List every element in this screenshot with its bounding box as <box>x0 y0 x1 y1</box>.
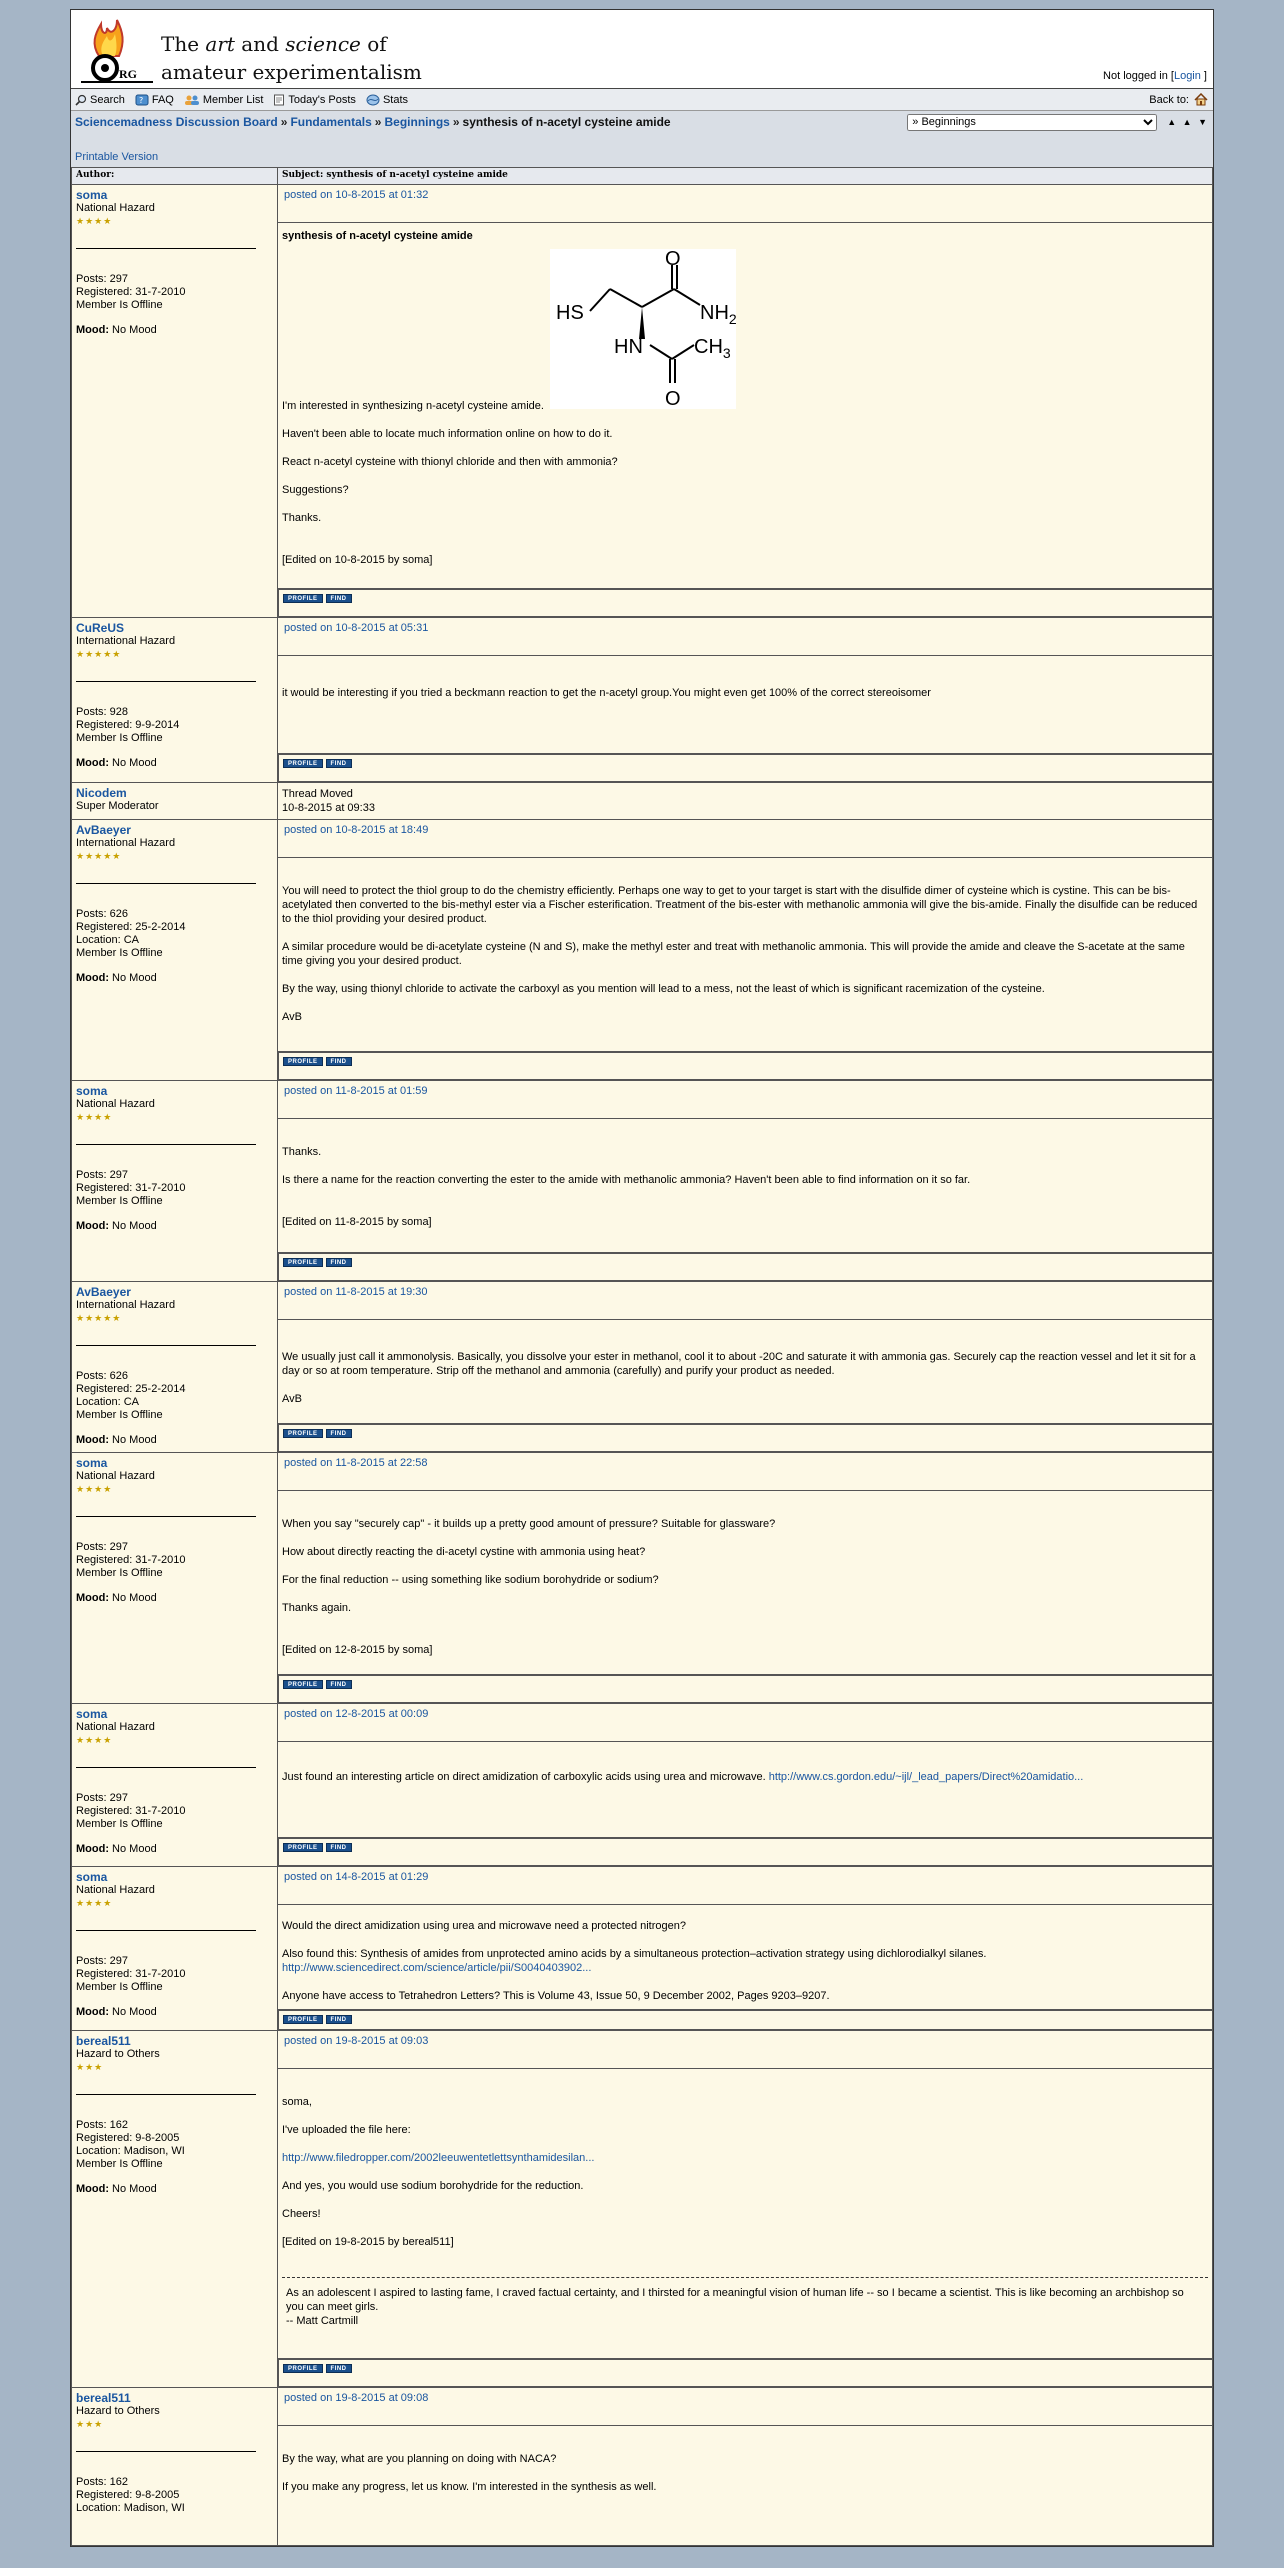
svg-text:HN: HN <box>614 336 643 358</box>
site-tagline: The art and science of amateur experimentalism <box>161 32 422 84</box>
article-link[interactable]: http://www.cs.gordon.edu/~ijl/_lead_papers/Direct%20amidatio... <box>768 1771 1084 1783</box>
author-name[interactable]: AvBaeyer <box>76 823 131 837</box>
author-name[interactable]: bereal511 <box>76 2391 131 2405</box>
login-status: Not logged in [Login ] <box>1103 70 1207 82</box>
author-name[interactable]: soma <box>76 1084 108 1098</box>
post-body: Thanks. Is there a name for the reaction converting the ester to the amide with methanolic ammonia? Haven't been able to find information on it so far. [Edited on 11-8-2015 by soma] <box>278 1119 1213 1253</box>
find-button[interactable]: FIND <box>326 1429 352 1438</box>
post-date[interactable]: posted on 10-8-2015 at 01:32 <box>278 185 1213 223</box>
post-author: soma National Hazard ★★★★ Posts: 297 Registered: 31-7-2010 Member Is Offline Mood: No Mood <box>72 1704 278 1867</box>
forum-jump <box>907 114 1209 131</box>
rank-stars: ★★★★ <box>76 216 113 226</box>
breadcrumb-fundamentals[interactable]: Fundamentals <box>290 115 372 129</box>
user-signature: As an adolescent I aspired to lasting fame, I craved factual certainty, and I thirsted for a meaningful vision of human life -- so I became a scientist. This is like becoming an archbishop so you can meet girls. -- Matt Cartmill <box>282 2277 1208 2328</box>
post-body: it would be interesting if you tried a beckmann reaction to get the n-acetyl group.You might even get 100% of the correct stereoisomer <box>278 656 1213 754</box>
back-to: Back to: <box>1149 93 1209 106</box>
svg-text:CH3: $CH_3$ <box>694 336 731 361</box>
find-button[interactable]: FIND <box>326 2015 352 2024</box>
post-body: When you say "securely cap" - it builds up a pretty good amount of pressure? Suitable for glassware? How about directly reacting the di-acetyl cystine with ammonia using heat? For the final reduction -- using something like sodium borohydride or sodium? Thanks again. [Edited on 12-8-2015 by soma] <box>278 1491 1213 1675</box>
author-name[interactable]: AvBaeyer <box>76 1285 131 1299</box>
post-tools <box>278 2359 1213 2387</box>
post-author: AvBaeyer International Hazard ★★★★★ Posts: 626 Registered: 25-2-2014 Location: CA Member Is Offline Mood: No Mood <box>72 1282 278 1453</box>
faq-icon <box>135 94 149 106</box>
profile-button[interactable]: PROFILE <box>283 1429 323 1438</box>
author-column-header: Author: <box>72 168 278 185</box>
post-tools <box>278 1253 1213 1281</box>
post-author: soma National Hazard ★★★★ Posts: 297 Registered: 31-7-2010 Member Is Offline Mood: No Mood <box>72 1453 278 1704</box>
nav-faq[interactable]: ? FAQ <box>135 94 174 106</box>
post-author: bereal511 Hazard to Others ★★★ Posts: 162 Registered: 9-8-2005 Location: Madison, WI Member Is Offline Mood: No Mood <box>72 2031 278 2388</box>
author-name[interactable]: soma <box>76 1456 108 1470</box>
author-name[interactable]: bereal511 <box>76 2034 131 2048</box>
nav-todays-posts[interactable]: Today's Posts <box>273 94 356 106</box>
post-tools <box>278 1838 1213 1866</box>
post-body: synthesis of n-acetyl cysteine amide I'm interested in synthesizing n-acetyl cysteine amide. HS O $NH_2$ HN $CH_3$ O Haven't been able to locate much information online on how to do it. React n-acetyl cysteine with thionyl chloride and then with ammonia? Suggestions? Thanks. [Edited on 10-8-2015 by soma] <box>278 223 1213 589</box>
rank-stars: ★★★ <box>76 2419 104 2429</box>
post-tools <box>278 754 1213 782</box>
rank-stars: ★★★★ <box>76 1898 113 1908</box>
stats-icon <box>366 94 380 106</box>
printable-version-link[interactable]: Printable Version <box>75 151 159 163</box>
forum-jump-select[interactable] <box>907 114 1157 131</box>
find-button[interactable]: FIND <box>326 759 352 768</box>
molecule-image <box>550 249 736 413</box>
post-date[interactable]: posted on 12-8-2015 at 00:09 <box>278 1704 1213 1742</box>
jump-arrows[interactable]: ▲ ▲ ▼ <box>1167 117 1209 127</box>
profile-button[interactable]: PROFILE <box>283 1843 323 1852</box>
find-button[interactable]: FIND <box>326 594 352 603</box>
profile-button[interactable]: PROFILE <box>283 1258 323 1267</box>
profile-button[interactable]: PROFILE <box>283 594 323 603</box>
site-logo[interactable] <box>77 16 157 86</box>
rank-stars: ★★★★★ <box>76 649 122 659</box>
author-name[interactable]: CuReUS <box>76 621 125 635</box>
forum-page <box>70 9 1214 2547</box>
rank-stars: ★★★ <box>76 2062 104 2072</box>
post-subject: synthesis of n-acetyl cysteine amide <box>282 230 473 242</box>
search-icon <box>75 94 87 106</box>
rank-stars: ★★★★ <box>76 1484 113 1494</box>
members-icon <box>184 94 200 106</box>
edited-note: [Edited on 19-8-2015 by bereal511] <box>282 2236 454 2248</box>
find-button[interactable]: FIND <box>326 2364 352 2373</box>
post-author: AvBaeyer International Hazard ★★★★★ Posts: 626 Registered: 25-2-2014 Location: CA Member Is Offline Mood: No Mood <box>72 820 278 1081</box>
author-name[interactable]: soma <box>76 1870 108 1884</box>
rank-stars: ★★★★★ <box>76 1313 122 1323</box>
post-tools <box>278 589 1213 617</box>
profile-button[interactable]: PROFILE <box>283 1680 323 1689</box>
rank-stars: ★★★★ <box>76 1735 113 1745</box>
svg-text:NH2: $NH_2$ <box>700 302 737 327</box>
post-body: By the way, what are you planning on doing with NACA? If you make any progress, let us know. I'm interested in the synthesis as well. <box>278 2426 1213 2546</box>
post-body: Just found an interesting article on direct amidization of carboxylic acids using urea and microwave. http://www.cs.gordon.edu/~ijl/_lead_papers/Direct%20amidatio... <box>278 1742 1213 1838</box>
svg-text:HS: HS <box>556 302 584 324</box>
svg-text:O: O <box>665 249 681 270</box>
post-date[interactable]: posted on 11-8-2015 at 22:58 <box>278 1453 1213 1491</box>
post-tools <box>278 1424 1213 1452</box>
post-date[interactable]: posted on 19-8-2015 at 09:08 <box>278 2388 1213 2426</box>
post-author: soma National Hazard ★★★★ Posts: 297 Registered: 31-7-2010 Member Is Offline Mood: No Mood <box>72 1867 278 2031</box>
site-header <box>71 10 1213 89</box>
post-tools <box>278 2010 1213 2030</box>
post-date[interactable]: posted on 19-8-2015 at 09:03 <box>278 2031 1213 2069</box>
author-rank: National Hazard <box>76 202 155 214</box>
subject-column-header: Subject: synthesis of n-acetyl cysteine amide <box>278 168 1213 185</box>
post-body: soma, I've uploaded the file here: http://www.filedropper.com/2002leeuwentetlettsynthamidesilan... And yes, you would use sodium borohydride for the reduction. Cheers! [Edited on 19-8-2015 by bereal511] As an adolescent I aspired to lasting fame, I craved factual certainty, and I thirsted for a meaningful vision of human life -- so I became a scientist. This is like becoming an archbishop so you can meet girls. -- Matt Cartmill <box>278 2069 1213 2359</box>
post-date[interactable]: posted on 10-8-2015 at 05:31 <box>278 618 1213 656</box>
post-author: Nicodem Super Moderator <box>72 783 278 820</box>
breadcrumb-beginnings[interactable]: Beginnings <box>384 115 450 129</box>
post-date[interactable]: posted on 11-8-2015 at 19:30 <box>278 1282 1213 1320</box>
nav-member-list[interactable]: Member List <box>184 94 264 106</box>
author-name[interactable]: soma <box>76 188 108 202</box>
post-author: soma National Hazard ★★★★ Posts: 297 Registered: 31-7-2010 Member Is Offline Mood: No Mood <box>72 1081 278 1282</box>
author-name[interactable]: Nicodem <box>76 786 127 800</box>
profile-button[interactable]: PROFILE <box>283 759 323 768</box>
svg-text:?: ? <box>138 95 144 105</box>
post-date[interactable]: posted on 11-8-2015 at 01:59 <box>278 1081 1213 1119</box>
home-icon[interactable] <box>1193 93 1209 106</box>
breadcrumb: Sciencemadness Discussion Board » Fundamentals » Beginnings » synthesis of n-acetyl cysteine amide » Beginnings ▲ ▲ ▼ <box>71 111 1213 133</box>
post-author: bereal511 Hazard to Others ★★★ Posts: 162 Registered: 9-8-2005 Location: Madison, WI <box>72 2388 278 2546</box>
profile-button[interactable]: PROFILE <box>283 2015 323 2024</box>
profile-button[interactable]: PROFILE <box>283 2364 323 2373</box>
post-date[interactable]: posted on 14-8-2015 at 01:29 <box>278 1867 1213 1905</box>
svg-text:O: O <box>665 388 681 409</box>
edited-note: [Edited on 12-8-2015 by soma] <box>282 1644 433 1656</box>
breadcrumb-board[interactable]: Sciencemadness Discussion Board <box>75 115 278 129</box>
login-link[interactable]: Login <box>1173 70 1201 82</box>
top-nav <box>71 89 1213 111</box>
post-body: You will need to protect the thiol group to do the chemistry efficiently. Perhaps one way to get to your target is start with the disulfide dimer of cysteine which is cystine. This can be bis-acetylated then converted to the bis-methyl ester via a Fischer esterification. Treatment of the bis-ester with methanolic ammonia will give the bis-amide. Finally the disulfide can be reduced to the thiol providing your desired product. A similar procedure would be di-acetylate cysteine (N and S), make the methyl ester and treat with methanolic ammonia. This will provide the amide and cleave the S-acetate at the same time giving you your desired product. By the way, using thionyl chloride to activate the carboxyl as you mention will lead to a mess, not the least of which is significant racemization of the cysteine. AvB <box>278 858 1213 1052</box>
thread-moved-note: Thread Moved 10-8-2015 at 09:33 <box>278 783 1213 820</box>
profile-button[interactable]: PROFILE <box>283 1057 323 1066</box>
rank-stars: ★★★★★ <box>76 851 122 861</box>
author-name[interactable]: soma <box>76 1707 108 1721</box>
find-button[interactable]: FIND <box>326 1680 352 1689</box>
rank-stars: ★★★★ <box>76 1112 113 1122</box>
nav-search[interactable]: Search <box>75 94 125 106</box>
post-author: soma National Hazard ★★★★ Posts: 297 Registered: 31-7-2010 Member Is Offline Mood: No Mood <box>72 185 278 618</box>
filedropper-link[interactable]: http://www.filedropper.com/2002leeuwentetlettsynthamidesilan... <box>282 2152 595 2164</box>
post-body: Would the direct amidization using urea and microwave need a protected nitrogen? Also found this: Synthesis of amides from unprotected amino acids by a simultaneous protection–activation strategy using dichlorodialkyl silanes. http://www.sciencedirect.com/science/article/pii/S0040403902... Anyone have access to Tetrahedron Letters? This is Volume 43, Issue 50, 9 December 2002, Pages 9203–9207. <box>278 1905 1213 2010</box>
find-button[interactable]: FIND <box>326 1258 352 1267</box>
breadcrumb-thread: synthesis of n-acetyl cysteine amide <box>462 115 671 129</box>
find-button[interactable]: FIND <box>326 1843 352 1852</box>
sciencedirect-link[interactable]: http://www.sciencedirect.com/science/article/pii/S0040403902... <box>282 1962 592 1974</box>
thread-table <box>71 167 1213 2546</box>
svg-text:RG: RG <box>119 67 137 81</box>
nav-stats[interactable]: Stats <box>366 94 408 106</box>
edited-note: [Edited on 11-8-2015 by soma] <box>282 1216 432 1228</box>
edited-note: [Edited on 10-8-2015 by soma] <box>282 554 433 566</box>
post-tools <box>278 1052 1213 1080</box>
todays-posts-icon <box>273 94 285 106</box>
post-tools <box>278 1675 1213 1703</box>
post-author: CuReUS International Hazard ★★★★★ Posts: 928 Registered: 9-9-2014 Member Is Offline Mood: No Mood <box>72 618 278 783</box>
post-date[interactable]: posted on 10-8-2015 at 18:49 <box>278 820 1213 858</box>
find-button[interactable]: FIND <box>326 1057 352 1066</box>
post-body: We usually just call it ammonolysis. Basically, you dissolve your ester in methanol, cool it to about -20C and saturate it with ammonia gas. Securely cap the reaction vessel and let it sit for a day or so at room temperature. Strip off the methanol and ammonia (carefully) and purify your product as needed. AvB <box>278 1320 1213 1424</box>
